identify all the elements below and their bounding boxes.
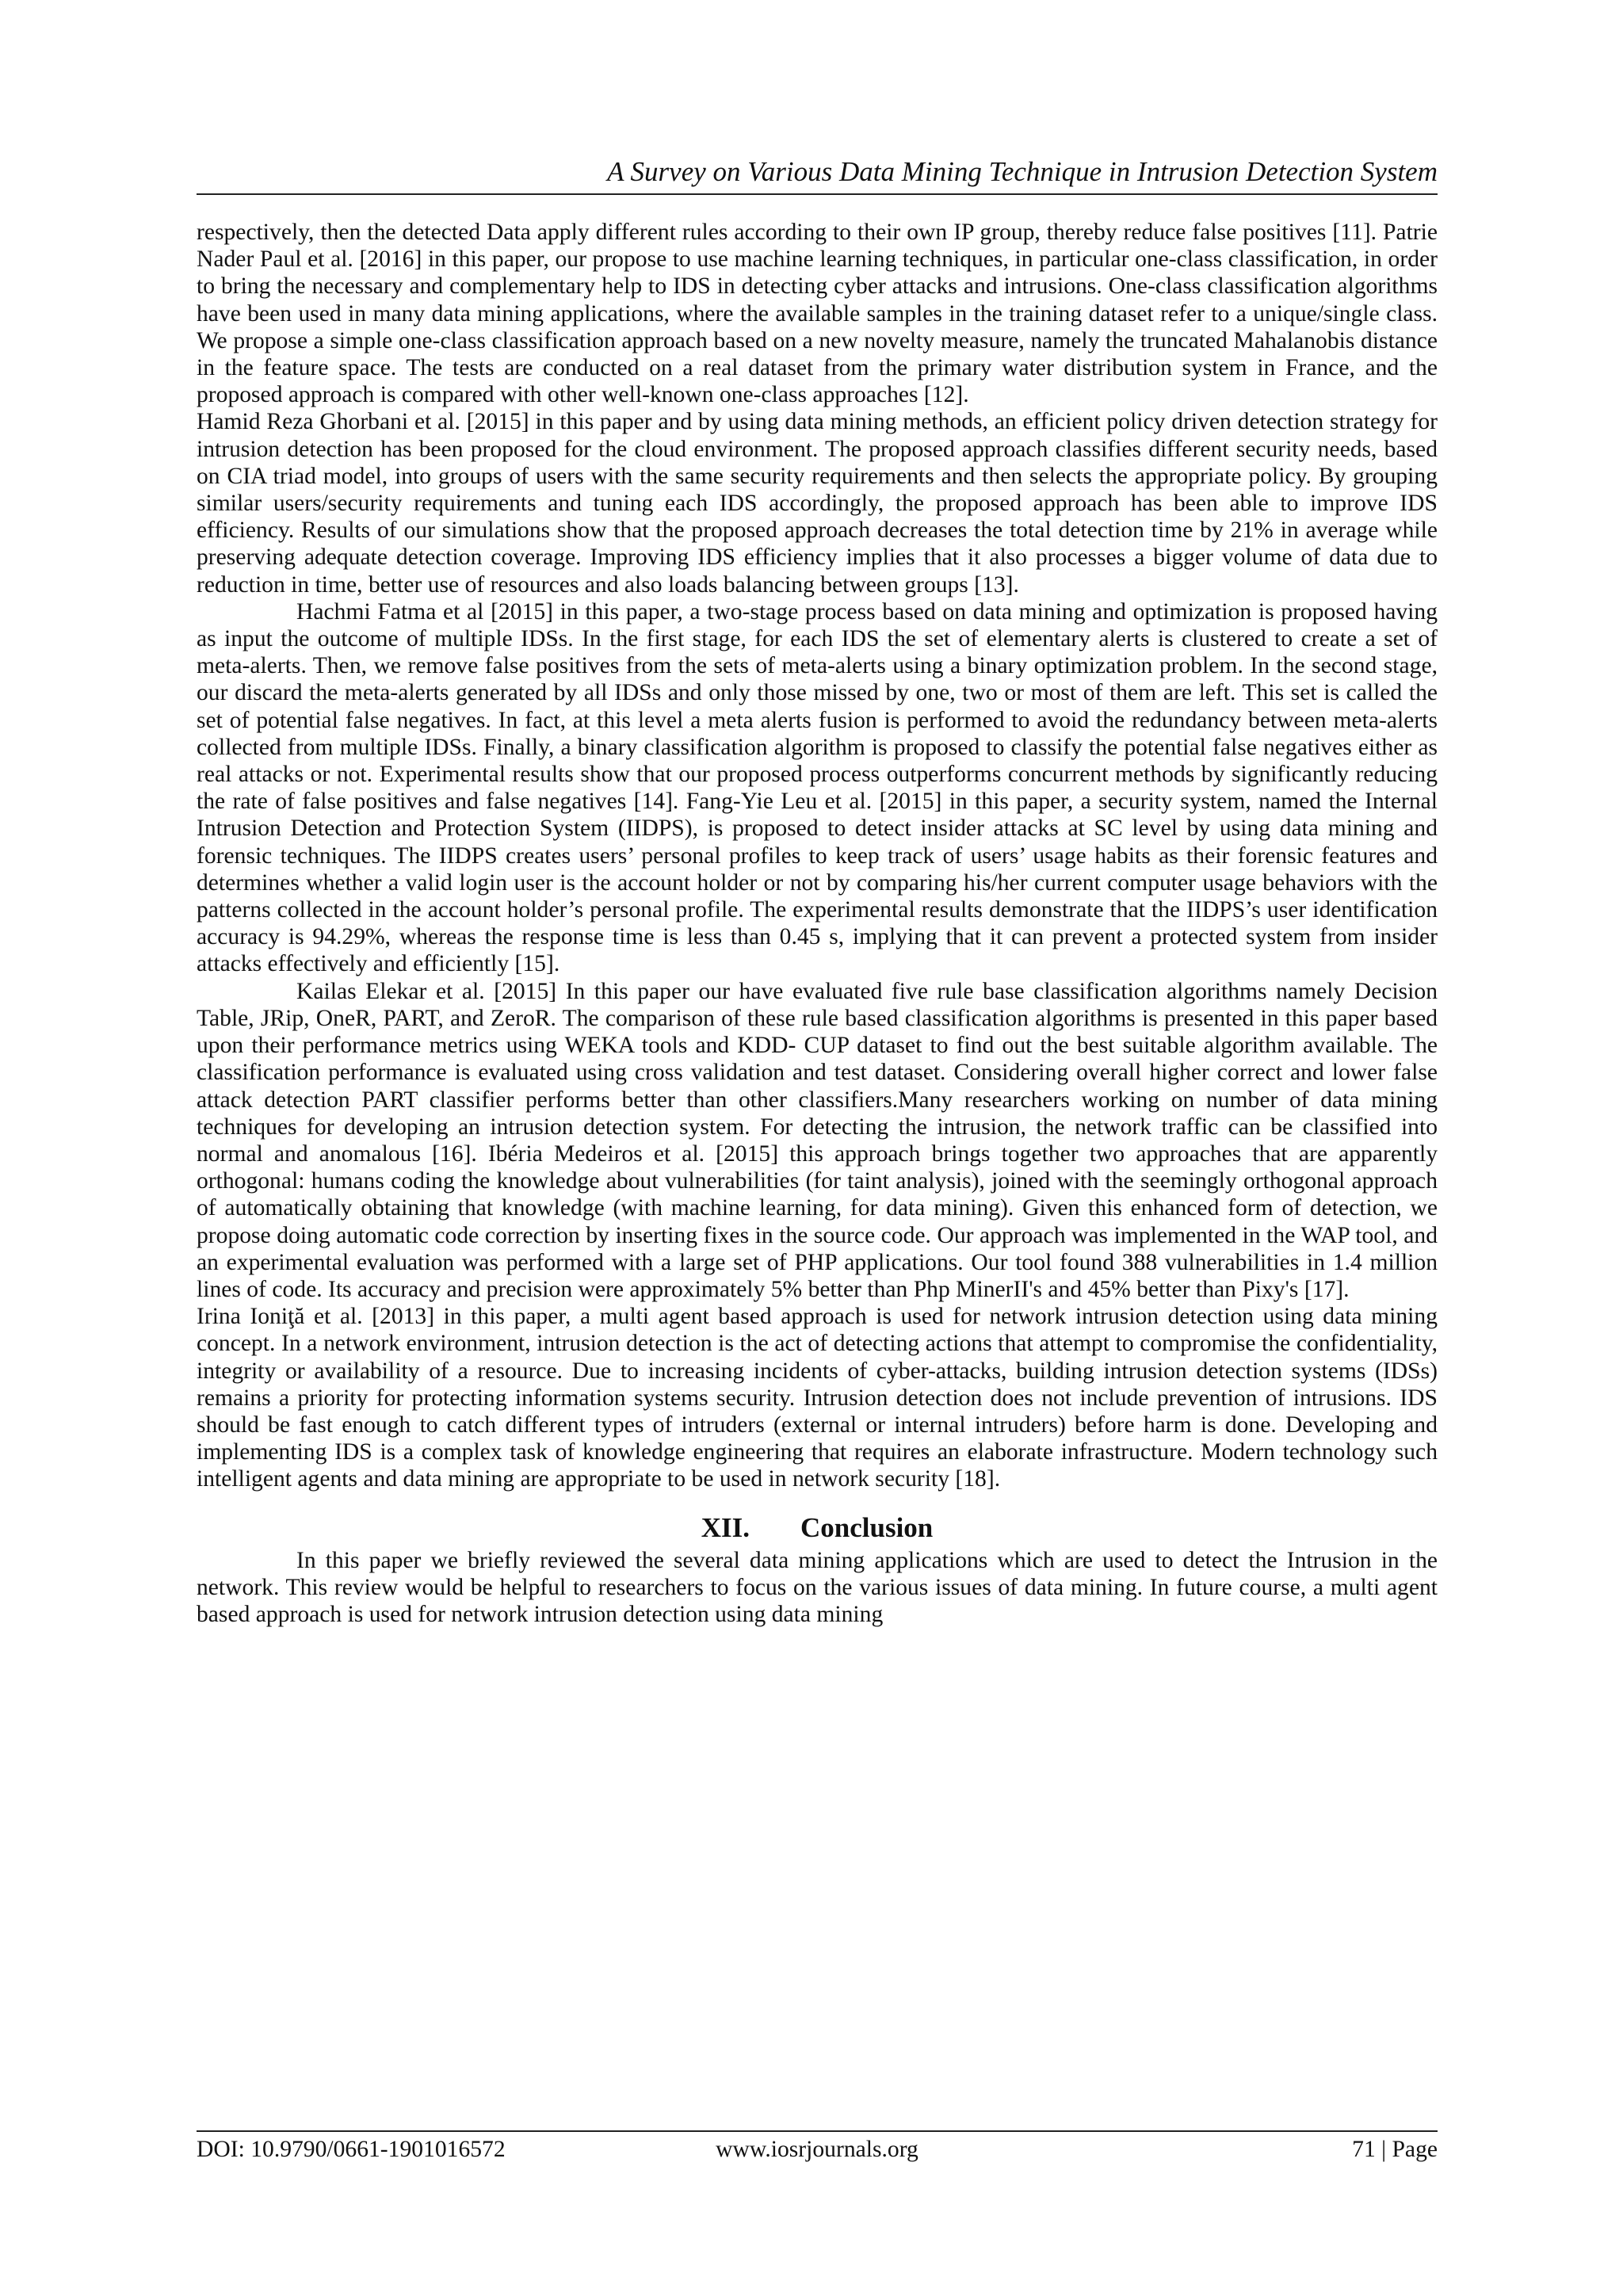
section-heading-conclusion — [197, 1512, 1438, 1544]
paragraph-ionita: Irina Ioniţă et al. [2013] in this paper, a multi agent based approach is used for network intrusion detection using data mining concept. In a network environment, intrusion detection is the act of detecting actions that attempt to compromise the confidentiality, integrity or availability of a resource. Due to increasing incidents of cyber-attacks, building intrusion detection systems (IDSs) remains a priority for protecting information systems security. Intrusion detection does not include prevention of intrusions. IDS should be fast enough to catch different types of intruders (external or internal intruders) before harm is done. Developing and implementing IDS is a complex task of knowledge engineering that requires an elaborate infrastructure. Modern technology such intelligent agents and data mining are appropriate to be used in network security [18]. — [197, 1304, 1438, 1492]
paragraph-elekar: Kailas Elekar et al. [2015] In this paper our have evaluated five rule base classification algorithms namely Decision Table, JRip, OneR, PART, and ZeroR. The comparison of these rule based classification algorithms is presented in this paper based upon their performance metrics using WEKA tools and KDD- CUP dataset to find out the best suitable algorithm available. The classification performance is evaluated using cross validation and test dataset. Considering overall higher correct and lower false attack detection PART classifier performs better than other classifiers.Many researchers working on number of data mining techniques for developing an intrusion detection system. For detecting the intrusion, the network traffic can be classified into normal and anomalous [16]. Ibéria Medeiros et al. [2015] this approach brings together two approaches that are apparently orthogonal: humans coding the knowledge about vulnerabilities (for taint analysis), joined with the seemingly orthogonal approach of automatically obtaining that knowledge (with machine learning, for data mining). Given this enhanced form of detection, we propose doing automatic code correction by inserting fixes in the source code. Our approach was implemented in the WAP tool, and an experimental evaluation was performed with a large set of PHP applications. Our tool found 388 vulnerabilities in 1.4 million lines of code. Its accuracy and precision were approximately 5% better than Php MinerII's and 45% better than Pixy's [17]. — [197, 978, 1438, 1302]
footer-page-number: 71 | Page — [1352, 2137, 1438, 2162]
footer-rule — [197, 2130, 1438, 2132]
section-number: XII. — [701, 1511, 750, 1543]
paragraph-conclusion: In this paper we briefly reviewed the several data mining applications which are used to detect the Intrusion in the network. This review would be helpful to researchers to focus on the various issues of data mining. In future course, a multi agent based approach is used for network intrusion detection using data mining — [197, 1547, 1438, 1627]
body-text — [197, 219, 1438, 1628]
paragraph-hachmi: Hachmi Fatma et al [2015] in this paper, a two-stage process based on data mining and optimization is proposed having as input the outcome of multiple IDSs. In the first stage, for each IDS the set of elementary alerts is clustered to create a set of meta-alerts. Then, we remove false positives from the sets of meta-alerts using a binary optimization problem. In the second stage, our discard the meta-alerts generated by all IDSs and only those missed by one, two or most of them are left. This set is called the set of potential false negatives. In fact, at this level a meta alerts fusion is performed to avoid the redundancy between meta-alerts collected from multiple IDSs. Finally, a binary classification algorithm is proposed to classify the potential false negatives either as real attacks or not. Experimental results show that our proposed process outperforms concurrent methods by significantly reducing the rate of false positives and false negatives [14]. Fang-Yie Leu et al. [2015] in this paper, a security system, named the Internal Intrusion Detection and Protection System (IIDPS), is proposed to detect insider attacks at SC level by using data mining and forensic techniques. The IIDPS creates users’ personal profiles to keep track of users’ usage habits as their forensic features and determines whether a valid login user is the account holder or not by comparing his/her current computer usage behaviors with the patterns collected in the account holder’s personal profile. The experimental results demonstrate that the IIDPS’s user identification accuracy is 94.29%, whereas the response time is less than 0.45 s, implying that it can prevent a protected system from insider attacks effectively and efficiently [15]. — [197, 598, 1438, 977]
paragraph-ghorbani: Hamid Reza Ghorbani et al. [2015] in this paper and by using data mining methods, an efficient policy driven detection strategy for intrusion detection has been proposed for the cloud environment. The proposed approach classifies different security needs, based on CIA triad model, into groups of users with the same security requirements and then selects the appropriate policy. By grouping similar users/security requirements and tuning each IDS accordingly, the proposed approach has been able to improve IDS efficiency. Results of our simulations show that the proposed approach decreases the total detection time by 21% in average while preserving adequate detection coverage. Improving IDS efficiency implies that it also processes a bigger volume of data due to reduction in time, better use of resources and also loads balancing between groups [13]. — [197, 409, 1438, 598]
header-rule — [197, 193, 1438, 195]
running-header-title: A Survey on Various Data Mining Technique in Intrusion Detection System — [607, 156, 1438, 187]
section-title: Conclusion — [800, 1511, 934, 1543]
paragraph-continuation: respectively, then the detected Data apply different rules according to their own IP group, thereby reduce false positives [11]. Patrie Nader Paul et al. [2016] in this paper, our propose to use machine learning techniques, in particular one-class classification, in order to bring the necessary and complementary help to IDS in detecting cyber attacks and intrusions. One-class classification algorithms have been used in many data mining applications, where the available samples in the training dataset refer to a unique/single class. We propose a simple one-class classification approach based on a new novelty measure, namely the truncated Mahalanobis distance in the feature space. The tests are conducted on a real dataset from the primary water distribution system in France, and the proposed approach is compared with other well-known one-class approaches [12]. — [197, 220, 1438, 408]
footer-website: www.iosrjournals.org — [716, 2137, 918, 2162]
page-footer — [197, 2134, 1438, 2165]
footer-doi: DOI: 10.9790/0661-1901016572 — [197, 2137, 506, 2162]
